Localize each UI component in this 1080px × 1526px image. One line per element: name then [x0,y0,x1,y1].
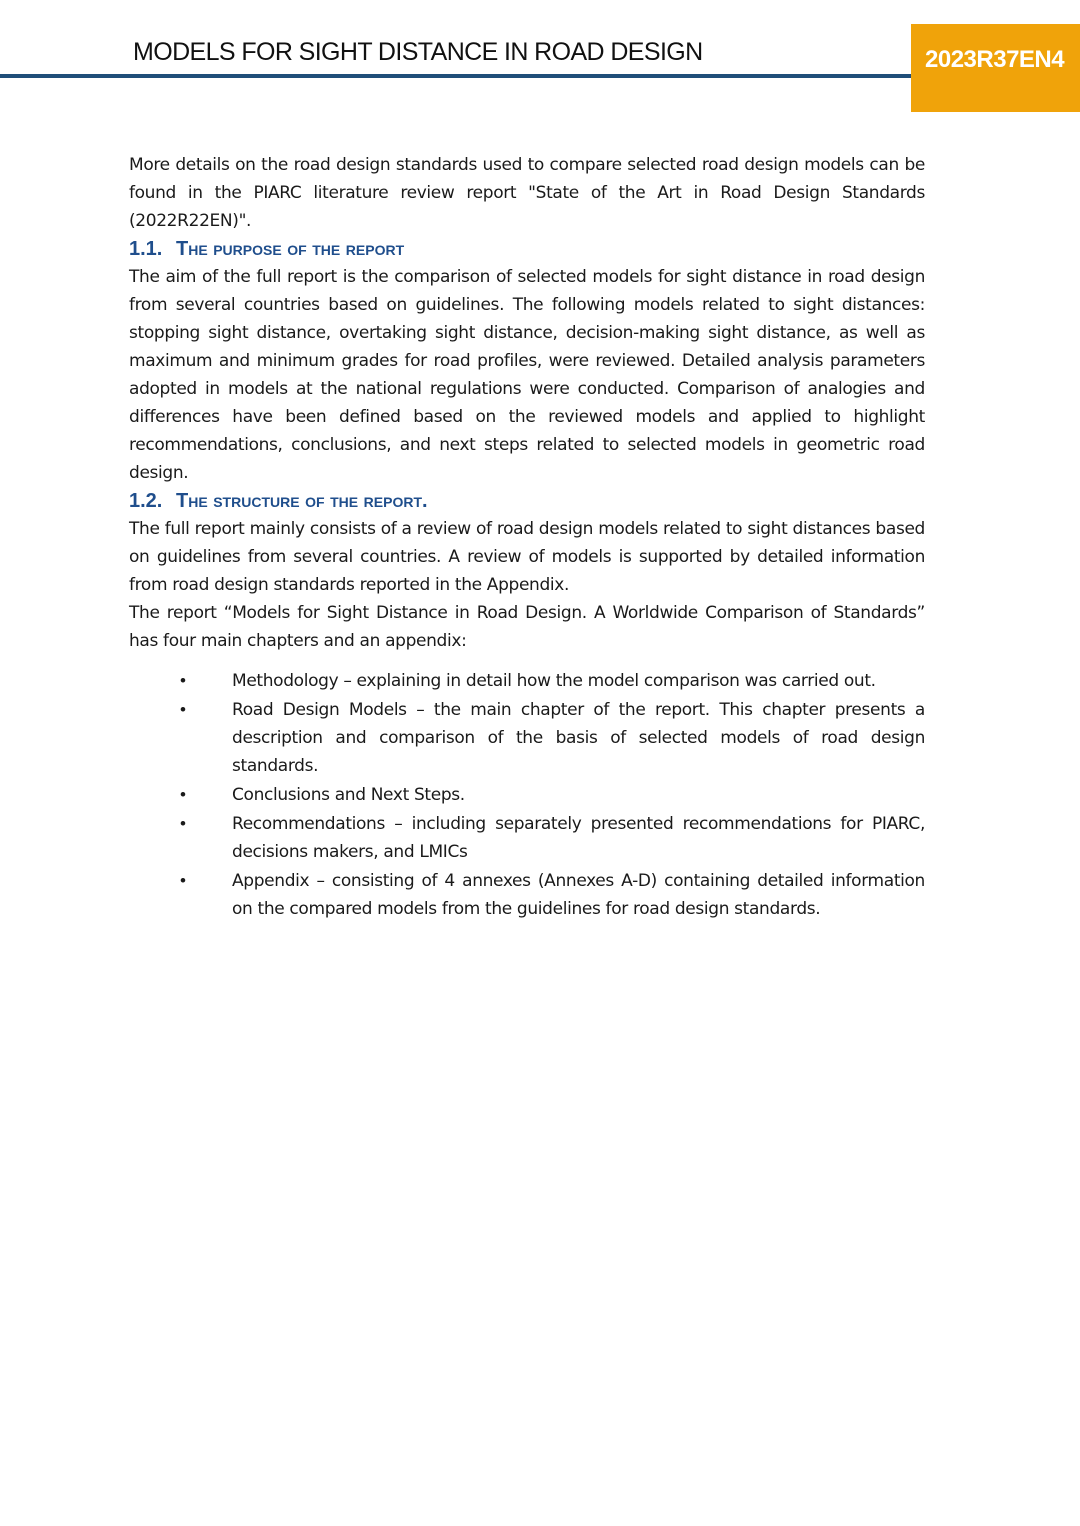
page-number: 4 [1051,46,1065,73]
list-item-text: Recommendations – including separately presented recommendations for PIARC, decisions makers, and LMICs [232,814,925,862]
bullet-icon: • [180,671,186,690]
report-code: 2023R37EN [925,46,1052,73]
section-title: The structure of the report. [176,490,428,512]
bullet-icon: • [180,871,186,890]
section-number: 1.1. [129,238,163,260]
section-heading-purpose [129,235,925,263]
report-code-text [925,42,1075,77]
section-number: 1.2. [129,490,163,512]
page-body [129,151,925,924]
list-item-text: Methodology – explaining in detail how the model comparison was carried out. [232,671,876,691]
list-item [129,781,925,809]
structure-paragraph-1: The full report mainly consists of a review of road design models related to sight distances based on guidelines from several countries. A review of models is supported by detailed information from road design standards reported in the Appendix. [129,519,925,595]
chapter-list [129,667,925,923]
list-item [129,867,925,923]
bullet-icon: • [180,785,186,804]
list-item-text: Road Design Models – the main chapter of the report. This chapter presents a description and comparison of the basis of selected models of road design standards. [232,700,925,776]
list-item [129,667,925,695]
intro-paragraph: More details on the road design standards used to compare selected road design models can be found in the PIARC literature review report "State of the Art in Road Design Standards (2022R22EN)". [129,155,925,231]
list-item [129,696,925,780]
list-item [129,810,925,866]
section-title: The purpose of the report [176,238,405,260]
structure-paragraph-2: The report “Models for Sight Distance in Road Design. A Worldwide Comparison of Standards” has four main chapters and an appendix: [129,603,925,651]
bullet-icon: • [180,814,186,833]
running-header-title: MODELS FOR SIGHT DISTANCE IN ROAD DESIGN [133,38,703,66]
list-item-text: Conclusions and Next Steps. [232,785,465,805]
report-code-badge [911,24,1080,112]
list-item-text: Appendix – consisting of 4 annexes (Annexes A-D) containing detailed information on the compared models from the guidelines for road design standards. [232,871,925,919]
section-heading-structure [129,487,925,515]
bullet-icon: • [180,700,186,719]
purpose-paragraph: The aim of the full report is the comparison of selected models for sight distance in road design from several countries based on guidelines. The following models related to sight distances: stopping sight distance, overtaking sight distance, decision-making sight distance, as well as maximum and minimum grades for road profiles, were reviewed. Detailed analysis parameters adopted in models at the national regulations were conducted. Comparison of analogies and differences have been defined based on the reviewed models and applied to highlight recommendations, conclusions, and next steps related to selected models in geometric road design. [129,267,925,483]
